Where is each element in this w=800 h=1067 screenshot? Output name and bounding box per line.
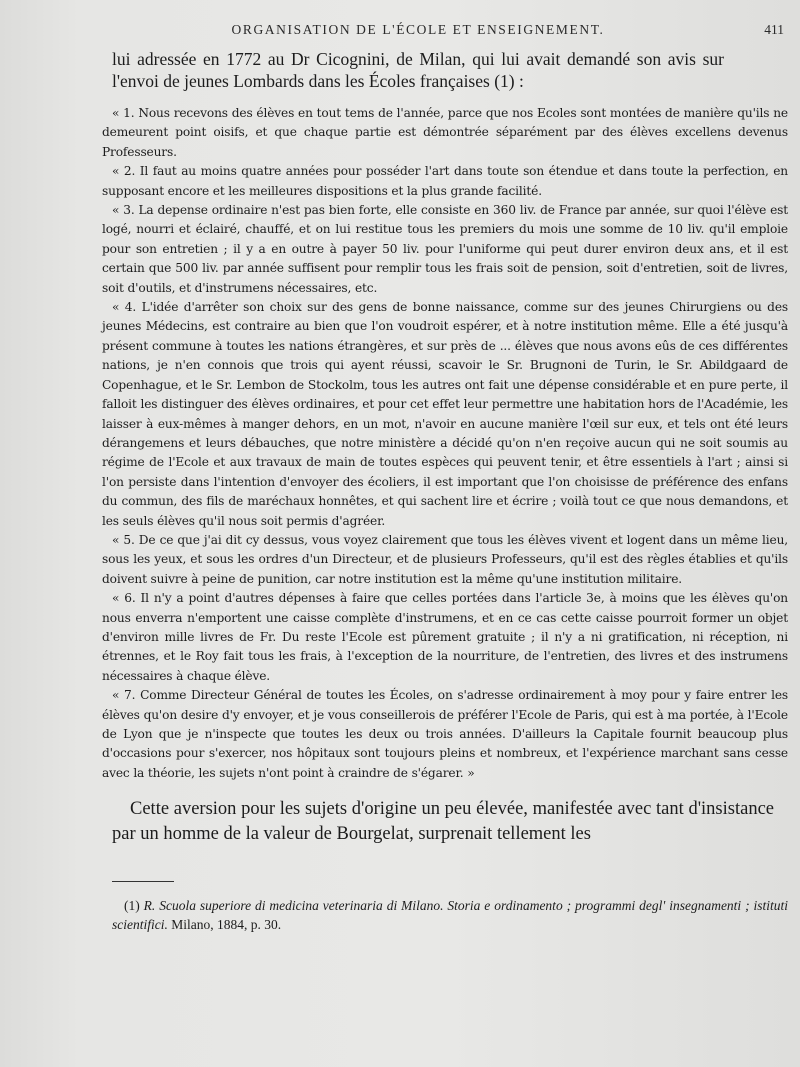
letter-point-6: « 6. Il n'y a point d'autres dépenses à faire que celles portées dans l'article 3e, à moins que les élèves qu'on nous enverra n'emportent une caisse complète d'instrumens, et en ce cas cette caisse pourroit former un objet d'environ mille livres de Fr. Du reste l'Ecole est pûrement gratuite ; il n'y a ni gratification, ni réception, ni étrennes, et le Roy fait tous les frais, à l'exception de la nourriture, de l'entretien, des livres et des instrumens nécessaires à chaque élève. [102, 591, 788, 683]
letter-point-2: « 2. Il faut au moins quatre années pour posséder l'art dans toute son étendue et dans toute la perfection, en supposant encore et les meilleures dispositions et la plus grande facilité. [102, 164, 788, 198]
lead-paragraph: lui adressée en 1772 au Dr Cicognini, de Milan, qui lui avait demandé son avis sur l'envoi de jeunes Lombards dans les Écoles françaises (1) : [112, 49, 724, 91]
quoted-letter [102, 104, 788, 783]
letter-point-5: « 5. De ce que j'ai dit cy dessus, vous voyez clairement que tous les élèves vivent et logent dans un même lieu, sous les yeux, et sous les ordres d'un Directeur, et de plusieurs Professeurs, qu'il est des règles établies et qu'ils doivent suivre à peine de punition, car notre institution est la même qu'une institution militaire. [102, 532, 788, 586]
footnote-citation-title: R. Scuola superiore di medicina veterinaria di Milano. Storia e ordinamento ; programmi degl' insegnamenti ; istituti scientifici. [112, 898, 789, 933]
letter-point-4: « 4. L'idée d'arrêter son choix sur des gens de bonne naissance, comme sur des jeunes Chirurgiens ou des jeunes Médecins, est contraire au bien que l'on voudroit espérer, et à notre institution même. Elle a été jusqu'à présent commune à toutes les nations étrangères, et sur près de ... élèves que nous avons eûs de ces différentes nations, je n'en connois que trois qui ayent réussi, scavoir le Sr. Brugnoni de Turin, le Sr. Abildgaard de Copenhague, et le Sr. Lembon de Stockolm, tous les autres ont fait une dépense considérable et en pure perte, il falloit les distinguer des élèves ordinaires, et pour cet effet leur permettre une habitation hors de l'Académie, les laisser à eux-mêmes à manger dehors, en un mot, n'avoir en aucune manière l'œil sur eux, et tels ont été leurs dérangemens et leurs débauches, que notre ministère a décidé qu'on n'en reçoive aucun qui ne soit soumis au régime de l'Ecole et aux travaux de main de toutes espèces qui peuvent tenir, et être essentiels à l'art ; ainsi si l'on persiste dans l'intention d'envoyer des écoliers, il est important que l'on choisisse de préférence des enfans du commun, des fils de maréchaux honnêtes, et qui sachent lire et écrire ; voilà tout ce que nous demandons, et les seuls élèves qu'il nous soit permis d'agréer. [102, 300, 788, 528]
footnote-separator [112, 881, 174, 882]
page-number: 411 [764, 22, 784, 37]
footnote-marker: (1) [124, 898, 140, 914]
running-title: ORGANISATION DE L'ÉCOLE ET ENSEIGNEMENT. [231, 22, 605, 37]
footnote [112, 896, 788, 934]
letter-point-1: « 1. Nous recevons des élèves en tout tems de l'année, parce que nos Ecoles sont montées de manière qu'ils ne demeurent point oisifs, et que chaque partie est démontrée séparément par des élèves excellens devenus Professeurs. [102, 106, 788, 159]
letter-point-7: « 7. Comme Directeur Général de toutes les Écoles, on s'adresse ordinairement à moy pour y faire entrer les élèves qu'on desire d'y envoyer, et je vous conseillerois de préférer l'Ecole de Paris, qui est à ma portée, à l'Ecole de Lyon que je n'inspecte que toutes les deux ou trois années. D'ailleurs la Capitale fournit beaucoup plus d'occasions pour s'exercer, nos hôpitaux sont toujours pleins et nombreux, et l'expérience marchant sans cesse avec la théorie, les sujets n'ont point à craindre de s'égarer. » [102, 688, 788, 780]
running-header [112, 22, 784, 44]
closing-paragraph: Cette aversion pour les sujets d'origine un peu élevée, manifestée avec tant d'insistance par un homme de la valeur de Bourgelat, surprenait tellement les [112, 799, 774, 845]
footnote-citation-place: Milano, 1884, p. 30. [171, 917, 282, 933]
letter-point-3: « 3. La depense ordinaire n'est pas bien forte, elle consiste en 360 liv. de France par année, sur quoi l'élève est logé, nourri et éclairé, chauffé, et on lui restitue tous les premiers du mois une somme de 10 liv. qu'il emploie pour son entretien ; il y a en outre à payer 50 liv. pour l'uniforme qui peut durer environ deux ans, et il est certain que 500 liv. par année suffisent pour remplir tous les frais soit de pension, soit d'entretien, soit de livres, soit d'outils, et d'instrumens nécessaires, etc. [102, 203, 788, 295]
